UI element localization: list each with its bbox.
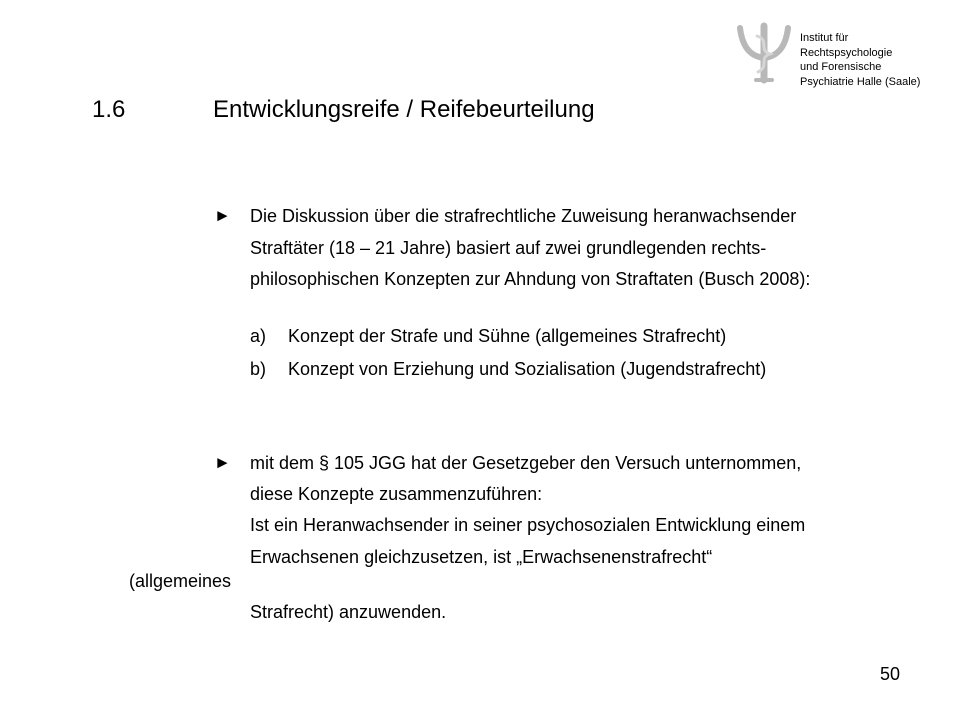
bullet-arrow-icon: ►	[214, 453, 231, 472]
section-title: Entwicklungsreife / Reifebeurteilung	[213, 96, 595, 123]
bullet-arrow-icon: ►	[214, 206, 231, 225]
paragraph-line: (allgemeines	[129, 571, 232, 591]
institute-line: und Forensische	[800, 61, 882, 73]
paragraph-line: Erwachsenen gleichzusetzen, ist „Erwachsenenstrafrecht“	[250, 547, 713, 567]
section-number: 1.6	[92, 96, 126, 123]
paragraph-line: mit dem § 105 JGG hat der Gesetzgeber den Versuch unternommen,	[250, 453, 802, 473]
list-item-text: Konzept von Erziehung und Sozialisation (Jugendstrafrecht)	[288, 359, 767, 379]
paragraph-line: philosophischen Konzepten zur Ahndung von Straftaten (Busch 2008):	[250, 269, 811, 289]
psi-symbol-icon	[736, 22, 792, 84]
paragraph-line: Die Diskussion über die strafrechtliche Zuweisung heranwachsender	[250, 206, 797, 226]
list-item-label: a)	[250, 326, 267, 346]
paragraph-line: Straftäter (18 – 21 Jahre) basiert auf zwei grundlegenden rechts-	[250, 238, 767, 258]
institute-line: Psychiatrie Halle (Saale)	[800, 75, 921, 88]
institute-line: Institut für	[800, 32, 849, 44]
list-item-label: b)	[250, 359, 267, 379]
list-item-text: Konzept der Strafe und Sühne (allgemeines Strafrecht)	[288, 326, 727, 346]
paragraph-line: Strafrecht) anzuwenden.	[250, 602, 447, 622]
paragraph-line: Ist ein Heranwachsender in seiner psychosozialen Entwicklung einem	[250, 515, 806, 535]
institute-name	[800, 31, 950, 89]
paragraph-line: diese Konzepte zusammenzuführen:	[250, 484, 543, 504]
page-number: 50	[880, 664, 901, 684]
institute-line: Rechtspsychologie	[800, 46, 893, 59]
